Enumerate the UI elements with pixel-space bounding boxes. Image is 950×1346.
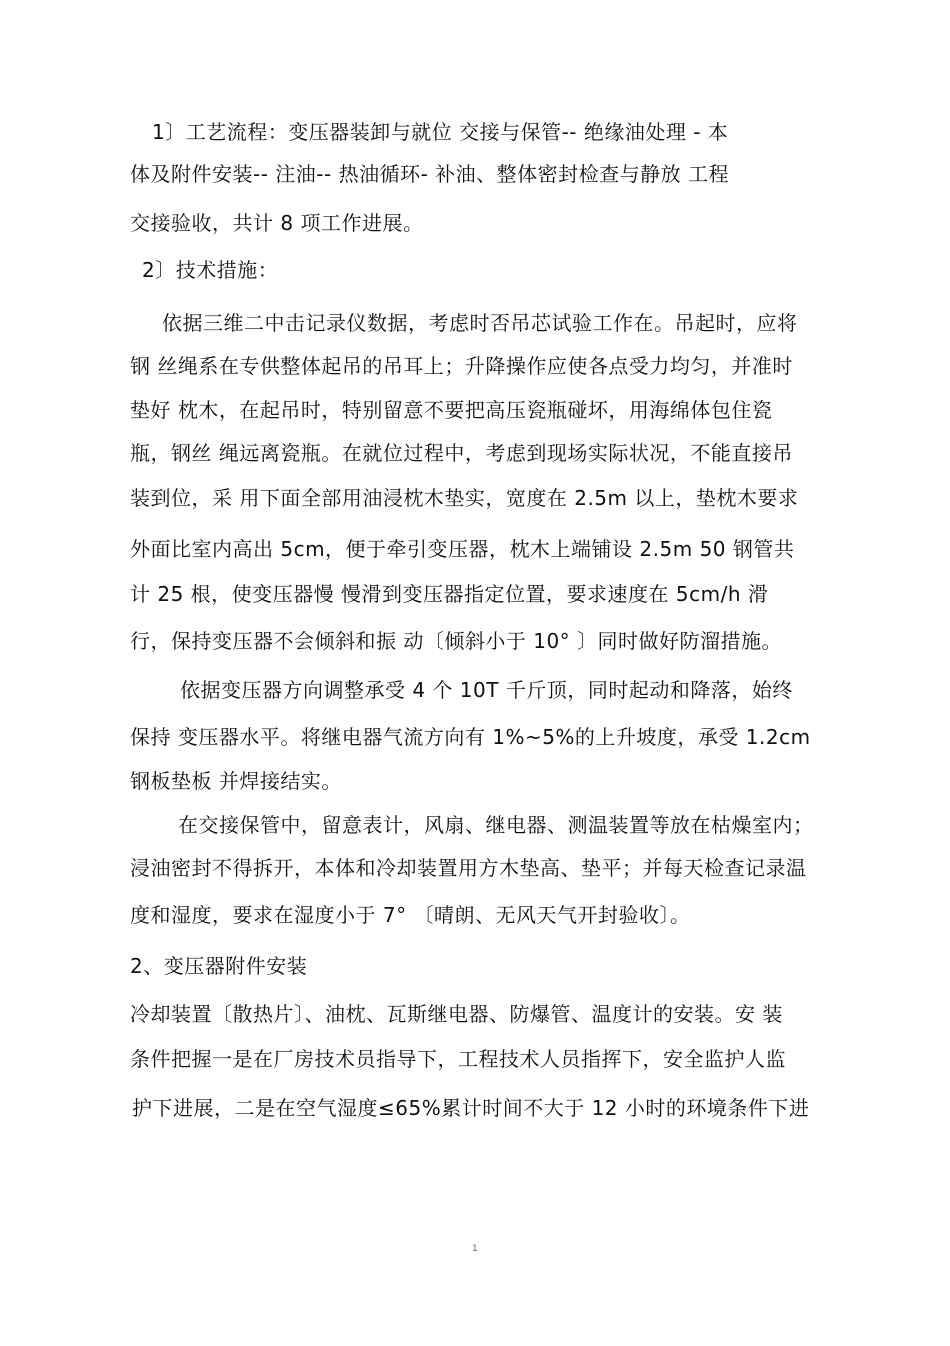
text-line-8: 瓶，钢丝 绳远离瓷瓶。在就位过程中，考虑到现场实际状况，不能直接吊: [130, 441, 793, 465]
text-line-13: 依据变压器方向调整承受 4 个 10T 千斤顶，同时起动和降落，始终: [180, 678, 793, 702]
section-heading-technical-measures: 2〕技术措施：: [142, 258, 279, 282]
text-line-12: 行，保持变压器不会倾斜和振 动〔倾斜小于 10° 〕同时做好防溜措施。: [130, 629, 783, 653]
text-line-14: 保持 变压器水平。将继电器气流方向有 1%~5%的上升坡度，承受 1.2cm: [130, 725, 811, 749]
text-line-18: 度和湿度，要求在湿度小于 7° 〔晴朗、无风天气开封验收〕。: [130, 903, 691, 927]
text-line-7: 垫好 枕木，在起吊时，特别留意不要把高压瓷瓶碰坏，用海绵体包住瓷: [130, 398, 773, 422]
text-line-10: 外面比室内高出 5cm，便于牵引变压器，枕木上端铺设 2.5m 50 钢管共: [130, 537, 795, 561]
text-line-2: 体及附件安装-- 注油-- 热油循环- 补油、整体密封检查与静放 工程: [130, 162, 730, 186]
page-number: 1: [472, 1244, 478, 1254]
text-line-15: 钢板垫板 并焊接结实。: [130, 769, 342, 793]
text-line-5: 依据三维二中击记录仪数据，考虑时否吊芯试验工作在。吊起时，应将: [162, 311, 798, 335]
text-line-11: 计 25 根，使变压器慢 慢滑到变压器指定位置，要求速度在 5cm/h 滑: [130, 582, 769, 606]
text-line-16: 在交接保管中，留意表计，风扇、继电器、测温装置等放在枯燥室内；: [178, 813, 814, 837]
text-line-20: 冷却装置〔散热片〕、油枕、瓦斯继电器、防爆管、温度计的安装。安 装: [130, 1002, 783, 1026]
text-line-1: 1〕工艺流程：变压器装卸与就位 交接与保管-- 绝缘油处理 - 本: [152, 120, 729, 144]
text-line-17: 浸油密封不得拆开，本体和冷却装置用方木垫高、垫平；并每天检查记录温: [130, 856, 807, 880]
text-line-6: 钢 丝绳系在专供整体起吊的吊耳上；升降操作应使各点受力均匀，并准时: [130, 354, 793, 378]
text-line-9: 装到位，采 用下面全部用油浸枕木垫实，宽度在 2.5m 以上，垫枕木要求: [130, 486, 799, 510]
section-heading-accessory-install: 2、变压器附件安装: [130, 954, 308, 978]
text-line-21: 条件把握一是在厂房技术员指导下，工程技术人员指挥下，安全监护人监: [130, 1047, 786, 1071]
text-line-3: 交接验收，共计 8 项工作进展。: [130, 211, 424, 235]
text-line-22: 护下进展，二是在空气湿度≤65%累计时间不大于 12 小时的环境条件下进: [132, 1096, 810, 1120]
